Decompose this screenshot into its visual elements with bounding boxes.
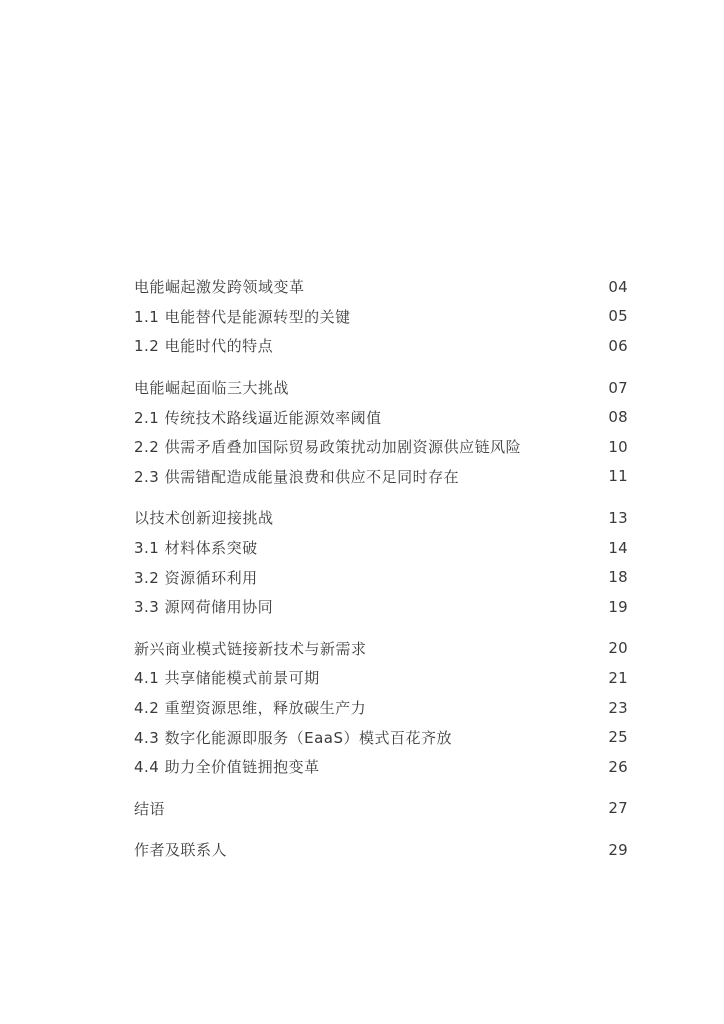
toc-entry-title: 电能崛起激发跨领域变革 <box>134 278 305 297</box>
toc-entry-page-number: 08 <box>608 408 628 427</box>
toc-entry-title: 结语 <box>134 799 166 818</box>
toc-entry-title: 作者及联系人 <box>134 841 228 860</box>
toc-entry[interactable] <box>134 503 628 533</box>
toc-entry[interactable] <box>134 693 628 723</box>
toc-entry-title: 新兴商业模式链接新技术与新需求 <box>134 639 367 658</box>
toc-entry-page-number: 20 <box>608 639 628 658</box>
toc-entry[interactable] <box>134 752 628 782</box>
toc-entry[interactable] <box>134 272 628 302</box>
toc-entry-page-number: 10 <box>608 437 628 456</box>
toc-entry-page-number: 05 <box>608 307 628 326</box>
toc-entry-page-number: 23 <box>608 698 628 717</box>
toc-section <box>134 794 628 824</box>
toc-entry-title: 4.2 重塑资源思维，释放碳生产力 <box>134 699 367 718</box>
toc-section <box>134 503 628 621</box>
toc-section <box>134 373 628 491</box>
toc-entry-page-number: 14 <box>608 538 628 557</box>
toc-entry-page-number: 26 <box>608 757 628 776</box>
toc-entry-title: 3.1 材料体系突破 <box>134 539 258 558</box>
toc-entry-title: 4.4 助力全价值链拥抱变革 <box>134 758 320 777</box>
toc-entry-page-number: 13 <box>608 508 628 527</box>
toc-entry[interactable] <box>134 402 628 432</box>
toc-entry[interactable] <box>134 722 628 752</box>
toc-entry-page-number: 07 <box>608 378 628 397</box>
toc-entry[interactable] <box>134 634 628 664</box>
toc-entry-page-number: 29 <box>608 840 628 859</box>
toc-entry[interactable] <box>134 373 628 403</box>
toc-entry-title: 4.1 共享储能模式前景可期 <box>134 669 320 688</box>
toc-entry-title: 4.3 数字化能源即服务（EaaS）模式百花齐放 <box>134 728 453 747</box>
toc-entry-title: 1.2 电能时代的特点 <box>134 337 274 356</box>
toc-entry-page-number: 04 <box>608 277 628 296</box>
toc-entry[interactable] <box>134 663 628 693</box>
toc-entry[interactable] <box>134 331 628 361</box>
toc-entry-title: 3.2 资源循环利用 <box>134 568 258 587</box>
toc-entry-page-number: 19 <box>608 597 628 616</box>
toc-entry[interactable] <box>134 562 628 592</box>
table-of-contents <box>134 272 628 877</box>
toc-entry-title: 电能崛起面临三大挑战 <box>134 379 290 398</box>
toc-entry[interactable] <box>134 533 628 563</box>
toc-entry[interactable] <box>134 794 628 824</box>
toc-entry[interactable] <box>134 302 628 332</box>
toc-section <box>134 634 628 782</box>
toc-entry-title: 3.3 源网荷储用协同 <box>134 598 274 617</box>
toc-entry-page-number: 18 <box>608 568 628 587</box>
toc-entry-title: 以技术创新迎接挑战 <box>134 509 274 528</box>
toc-entry-page-number: 11 <box>608 467 628 486</box>
toc-entry[interactable] <box>134 835 628 865</box>
toc-entry-page-number: 27 <box>608 799 628 818</box>
toc-entry[interactable] <box>134 432 628 462</box>
toc-entry-page-number: 06 <box>608 336 628 355</box>
toc-entry-page-number: 25 <box>608 728 628 747</box>
toc-entry-title: 2.3 供需错配造成能量浪费和供应不足同时存在 <box>134 467 460 486</box>
toc-entry-title: 2.2 供需矛盾叠加国际贸易政策扰动加剧资源供应链风险 <box>134 438 522 457</box>
toc-entry[interactable] <box>134 592 628 622</box>
toc-section <box>134 272 628 361</box>
toc-entry-page-number: 21 <box>608 668 628 687</box>
toc-entry-title: 1.1 电能替代是能源转型的关键 <box>134 307 351 326</box>
toc-section <box>134 835 628 865</box>
toc-entry[interactable] <box>134 462 628 492</box>
toc-entry-title: 2.1 传统技术路线逼近能源效率阈值 <box>134 408 382 427</box>
